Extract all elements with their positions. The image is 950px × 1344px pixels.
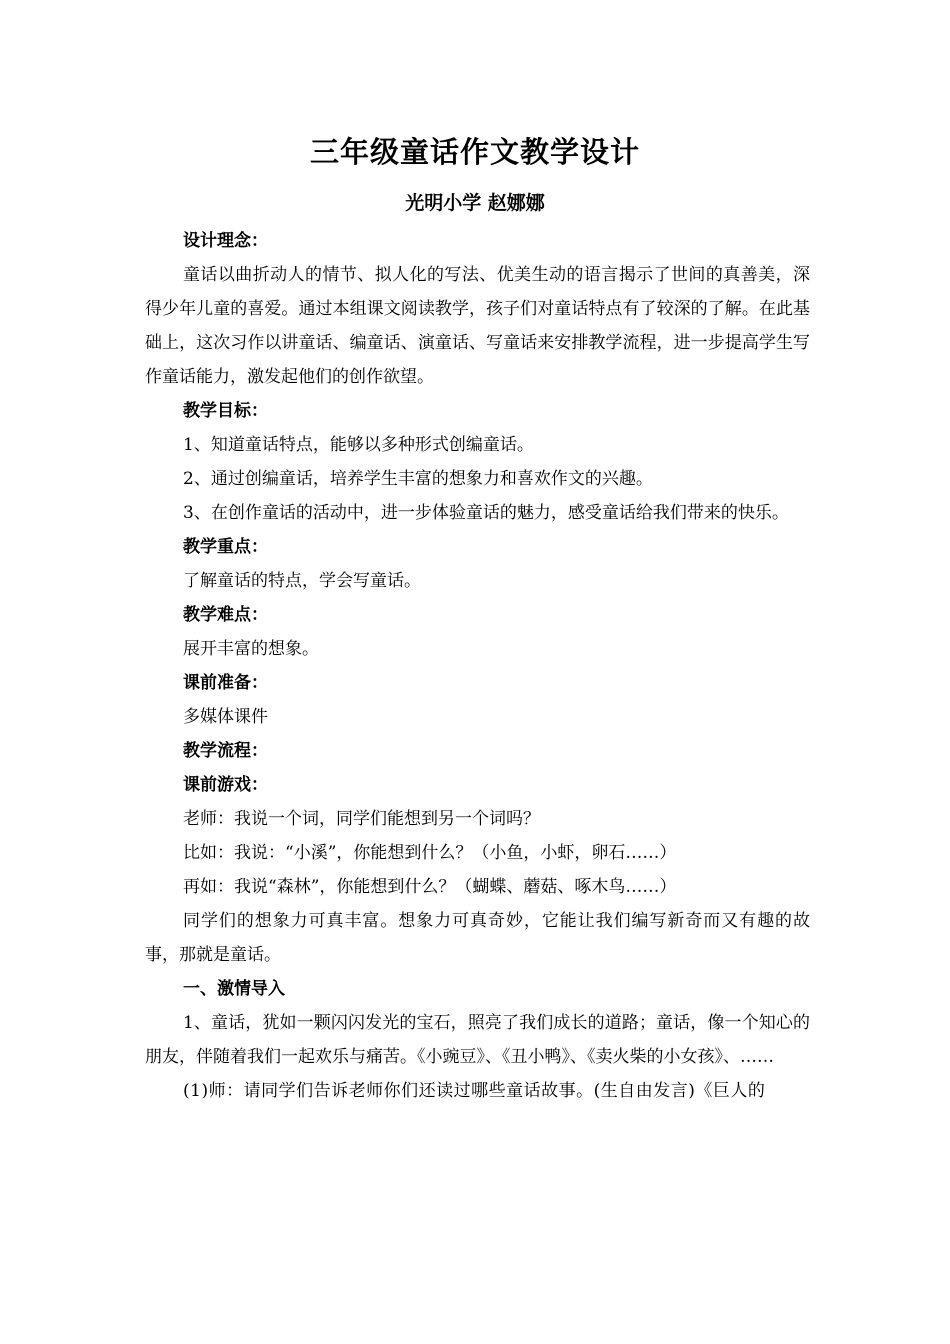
goals-heading: 教学目标： xyxy=(183,401,268,421)
goal-item-1: 1、知道童话特点，能够以多种形式创编童话。 xyxy=(183,435,534,455)
game-line-2: 比如：我说：“小溪”，你能想到什么？（小鱼，小虾，卵石……） xyxy=(183,843,677,863)
key-point-text: 了解童话的特点，学会写童话。 xyxy=(183,571,421,591)
part-1-item-1: 1、童话，犹如一颗闪闪发光的宝石，照亮了我们成长的道路；童话，像一个知心的朋友，伴随着我们一起欢乐与痛苦。《小豌豆》、《丑小鸭》、《卖火柴的小女孩》、…… xyxy=(145,1013,810,1067)
preparation-text: 多媒体课件 xyxy=(183,707,268,727)
difficulty-text: 展开丰富的想象。 xyxy=(183,639,319,659)
goal-item-2: 2、通过创编童话，培养学生丰富的想象力和喜欢作文的兴趣。 xyxy=(183,469,653,489)
game-heading: 课前游戏： xyxy=(183,775,268,795)
part-1-heading: 一、激情导入 xyxy=(183,979,285,999)
document-author: 光明小学 赵娜娜 xyxy=(405,192,545,214)
process-heading: 教学流程： xyxy=(183,741,268,761)
goal-item-3: 3、在创作童话的活动中，进一步体验童话的魅力，感受童话给我们带来的快乐。 xyxy=(183,503,789,523)
document-body xyxy=(145,224,810,1108)
part-1-item-1-sub: (1)师：请同学们告诉老师你们还读过哪些童话故事。(生自由发言)《巨人的 xyxy=(183,1081,766,1101)
design-concept-heading: 设计理念： xyxy=(183,231,268,251)
game-summary: 同学们的想象力可真丰富。想象力可真奇妙，它能让我们编写新奇而又有趣的故事，那就是童话。 xyxy=(145,911,810,965)
design-concept-paragraph: 童话以曲折动人的情节、拟人化的写法、优美生动的语言揭示了世间的真善美，深得少年儿童的喜爱。通过本组课文阅读教学，孩子们对童话特点有了较深的了解。在此基础上，这次习作以讲童话、编童话、演童话、写童话来安排教学流程，进一步提高学生写作童话能力，激发起他们的创作欲望。 xyxy=(145,265,810,387)
difficulty-heading: 教学难点： xyxy=(183,605,268,625)
preparation-heading: 课前准备： xyxy=(183,673,268,693)
game-line-1: 老师：我说一个词，同学们能想到另一个词吗？ xyxy=(183,809,540,829)
game-line-3: 再如：我说“森林”，你能想到什么？（蝴蝶、蘑菇、啄木鸟……） xyxy=(183,877,677,897)
document-title: 三年级童话作文教学设计 xyxy=(309,135,640,169)
key-point-heading: 教学重点： xyxy=(183,537,268,557)
